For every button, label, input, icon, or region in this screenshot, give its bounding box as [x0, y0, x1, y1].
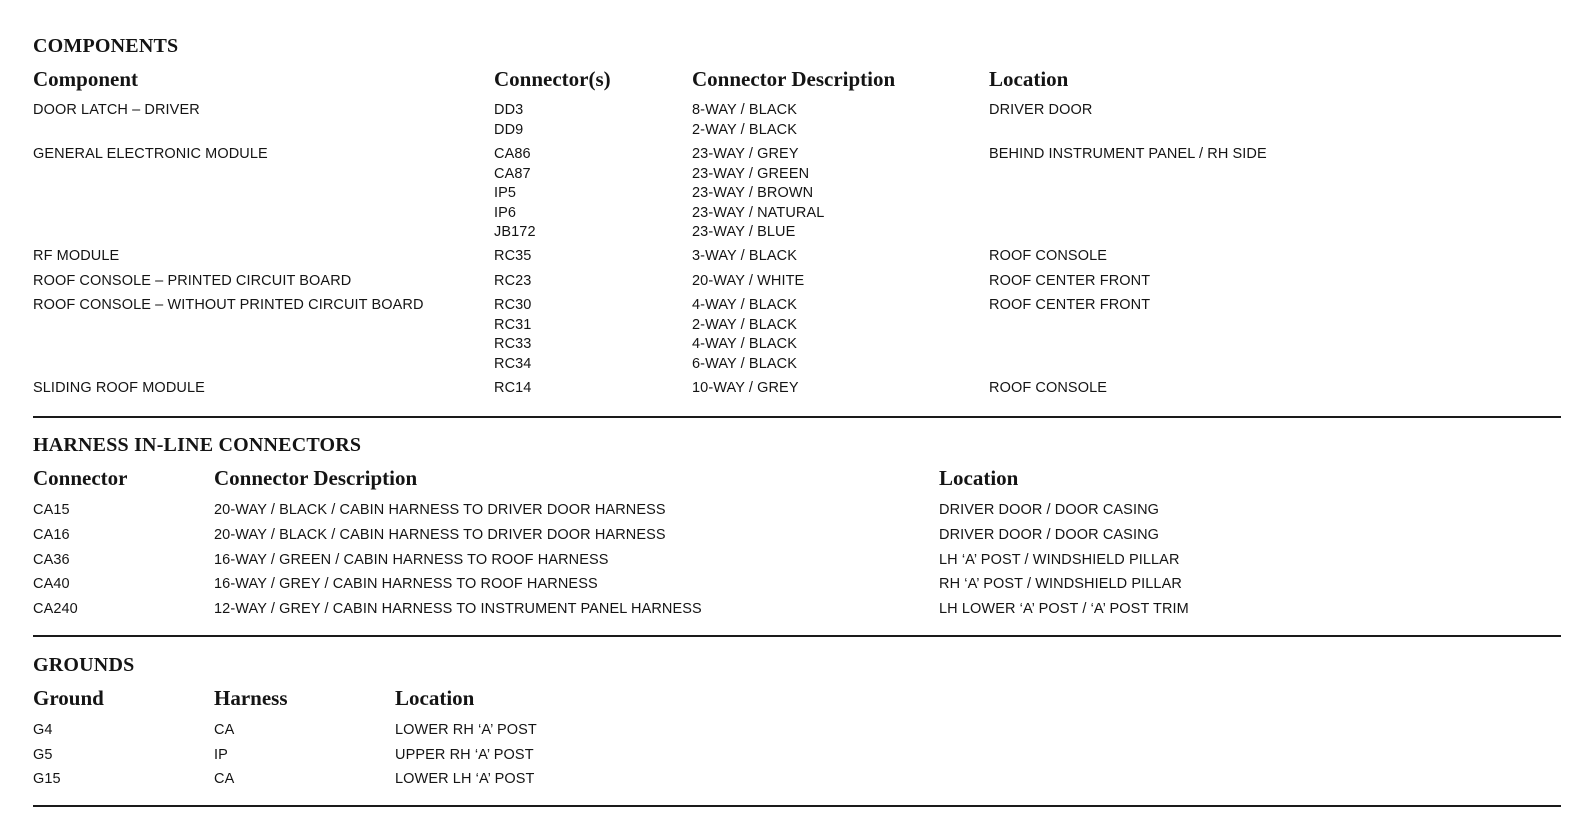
grounds-header-ground: Ground [33, 686, 104, 710]
component-connector-description: 23-WAY / BLUE [692, 224, 796, 240]
grounds-header-location: Location [395, 686, 475, 710]
ground-location: LOWER LH ‘A’ POST [395, 771, 535, 787]
component-location: ROOF CENTER FRONT [989, 297, 1151, 313]
component-connector: RC30 [494, 297, 532, 313]
component-location: ROOF CONSOLE [989, 248, 1108, 264]
section-divider [33, 635, 1561, 637]
component-location: DRIVER DOOR [989, 102, 1093, 118]
components-title: COMPONENTS [33, 35, 179, 57]
harness-description: 20-WAY / BLACK / CABIN HARNESS TO DRIVER DOOR HARNESS [214, 502, 666, 518]
harness-connector: CA16 [33, 527, 70, 543]
component-connector: IP6 [494, 204, 517, 221]
component-name: ROOF CONSOLE – WITHOUT PRINTED CIRCUIT BOARD [33, 297, 424, 313]
harness-connector: CA40 [33, 576, 70, 592]
component-location: BEHIND INSTRUMENT PANEL / RH SIDE [989, 146, 1267, 162]
grounds-header-harness: Harness [214, 686, 288, 710]
component-name: GENERAL ELECTRONIC MODULE [33, 146, 268, 162]
component-connector-description: 10-WAY / GREY [692, 380, 799, 396]
component-connector-description: 20-WAY / WHITE [692, 273, 805, 289]
harness-connector: CA36 [33, 552, 70, 568]
component-connector-description: 2-WAY / BLACK [692, 121, 797, 138]
component-connector-description: 3-WAY / BLACK [692, 248, 797, 264]
ground-harness: CA [214, 771, 235, 787]
component-connector-description: 2-WAY / BLACK [692, 316, 797, 333]
ground-id: G4 [33, 722, 53, 738]
components-header-description: Connector Description [692, 67, 896, 91]
component-connector: CA87 [494, 165, 531, 182]
harness-location: DRIVER DOOR / DOOR CASING [939, 527, 1160, 543]
harness-location: LH LOWER ‘A’ POST / ‘A’ POST TRIM [939, 601, 1189, 617]
component-location: ROOF CENTER FRONT [989, 273, 1151, 289]
component-connector-description: 23-WAY / GREEN [692, 165, 810, 182]
component-connector: JB172 [494, 224, 536, 240]
component-connector: DD3 [494, 102, 524, 118]
component-connector-description: 23-WAY / BROWN [692, 185, 814, 201]
component-name: SLIDING ROOF MODULE [33, 380, 205, 396]
harness-connector: CA15 [33, 502, 70, 518]
component-connector: DD9 [494, 121, 524, 138]
component-connector: RC31 [494, 316, 532, 333]
harness-connector: CA240 [33, 601, 78, 617]
ground-location: LOWER RH ‘A’ POST [395, 722, 537, 738]
ground-id: G15 [33, 771, 61, 787]
harness-description: 16-WAY / GREEN / CABIN HARNESS TO ROOF HARNESS [214, 552, 609, 568]
harness-description: 12-WAY / GREY / CABIN HARNESS TO INSTRUMENT PANEL HARNESS [214, 601, 702, 617]
component-connector: IP5 [494, 185, 517, 201]
component-connector-description: 8-WAY / BLACK [692, 102, 797, 118]
harness-title: HARNESS IN-LINE CONNECTORS [33, 434, 362, 456]
harness-description: 16-WAY / GREY / CABIN HARNESS TO ROOF HARNESS [214, 576, 598, 592]
harness-header-connector: Connector [33, 466, 128, 490]
section-divider [33, 416, 1561, 418]
components-header-connectors: Connector(s) [494, 67, 611, 91]
component-connector-description: 23-WAY / NATURAL [692, 204, 825, 221]
component-connector-description: 4-WAY / BLACK [692, 336, 797, 352]
ground-location: UPPER RH ‘A’ POST [395, 747, 534, 763]
harness-location: RH ‘A’ POST / WINDSHIELD PILLAR [939, 576, 1182, 592]
harness-header-location: Location [939, 466, 1019, 490]
component-name: RF MODULE [33, 248, 120, 264]
component-connector-description: 4-WAY / BLACK [692, 297, 797, 313]
component-connector: RC33 [494, 336, 532, 352]
component-connector-description: 23-WAY / GREY [692, 146, 799, 162]
component-connector: RC35 [494, 248, 532, 264]
components-header-location: Location [989, 67, 1069, 91]
component-name: DOOR LATCH – DRIVER [33, 102, 200, 118]
grounds-title: GROUNDS [33, 654, 135, 676]
harness-description: 20-WAY / BLACK / CABIN HARNESS TO DRIVER DOOR HARNESS [214, 527, 666, 543]
component-location: ROOF CONSOLE [989, 380, 1108, 396]
component-connector: RC14 [494, 380, 532, 396]
components-header-component: Component [33, 67, 139, 91]
component-connector: RC34 [494, 355, 532, 372]
component-connector: CA86 [494, 146, 531, 162]
section-divider [33, 805, 1561, 807]
ground-id: G5 [33, 747, 53, 763]
component-name: ROOF CONSOLE – PRINTED CIRCUIT BOARD [33, 273, 352, 289]
ground-harness: CA [214, 722, 235, 738]
ground-harness: IP [214, 747, 228, 763]
component-connector-description: 6-WAY / BLACK [692, 355, 797, 372]
harness-location: DRIVER DOOR / DOOR CASING [939, 502, 1160, 518]
harness-location: LH ‘A’ POST / WINDSHIELD PILLAR [939, 552, 1180, 568]
component-connector: RC23 [494, 273, 532, 289]
harness-header-description: Connector Description [214, 466, 418, 490]
